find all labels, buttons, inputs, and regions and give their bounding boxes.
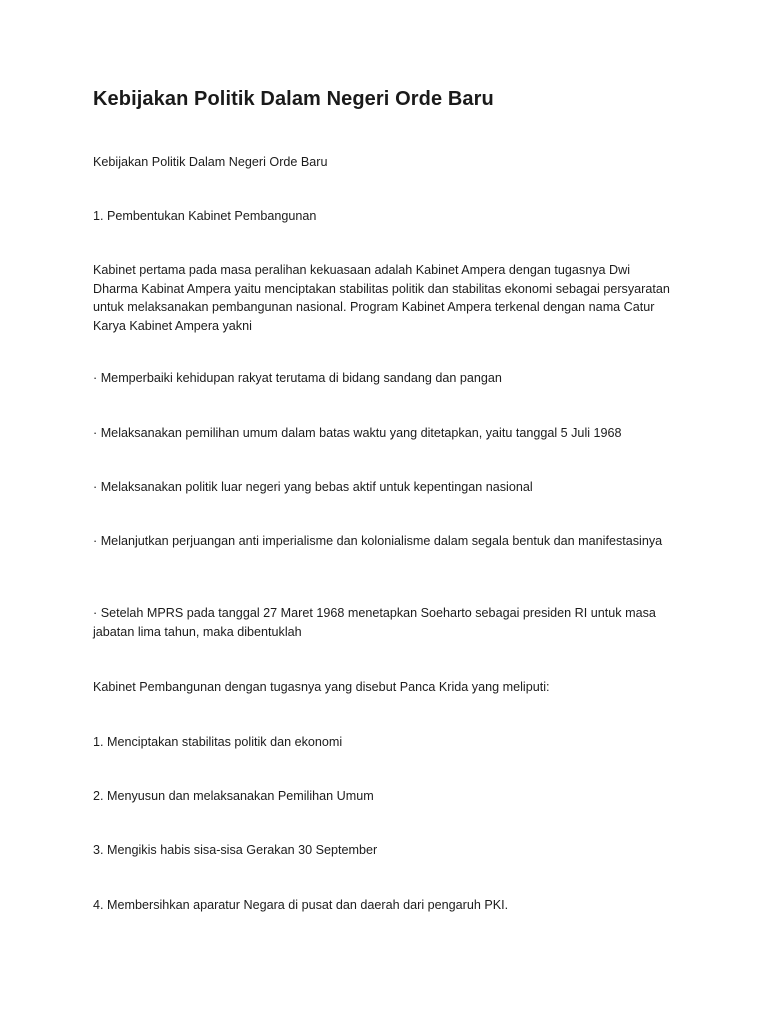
- bullet-item: · Melaksanakan pemilihan umum dalam batas waktu yang ditetapkan, yaitu tanggal 5 Juli 1968: [93, 426, 622, 440]
- bullet-item: · Setelah MPRS pada tanggal 27 Maret 1968 menetapkan Soeharto sebagai presiden RI untuk masa jabatan lima tahun, maka dibentuklah: [93, 606, 656, 639]
- numbered-item: 3. Mengikis habis sisa-sisa Gerakan 30 September: [93, 843, 378, 857]
- document-title: Kebijakan Politik Dalam Negeri Orde Baru: [93, 88, 494, 110]
- bullet-item: · Melaksanakan politik luar negeri yang bebas aktif untuk kepentingan nasional: [93, 480, 533, 494]
- numbered-item: 2. Menyusun dan melaksanakan Pemilihan Umum: [93, 789, 374, 803]
- subtitle-paragraph: Kebijakan Politik Dalam Negeri Orde Baru: [93, 155, 328, 169]
- section-heading: 1. Pembentukan Kabinet Pembangunan: [93, 209, 317, 223]
- body-paragraph: Kabinet pertama pada masa peralihan kekuasaan adalah Kabinet Ampera dengan tugasnya Dwi Dharma Kabinat Ampera yaitu menciptakan stabilitas politik dan stabilitas ekonomi sebagai persyaratan untuk melaksanakan pembangunan nasional. Program Kabinet Ampera terkenal dengan nama Catur Karya Kabinet Ampera yakni: [93, 263, 670, 333]
- numbered-item: 4. Membersihkan aparatur Negara di pusat dan daerah dari pengaruh PKI.: [93, 898, 509, 912]
- bullet-item: · Memperbaiki kehidupan rakyat terutama di bidang sandang dan pangan: [93, 371, 502, 385]
- numbered-item: 1. Menciptakan stabilitas politik dan ekonomi: [93, 735, 343, 749]
- body-paragraph: Kabinet Pembangunan dengan tugasnya yang disebut Panca Krida yang meliputi:: [93, 680, 550, 694]
- bullet-item: · Melanjutkan perjuangan anti imperialisme dan kolonialisme dalam segala bentuk dan manifestasinya: [93, 534, 663, 548]
